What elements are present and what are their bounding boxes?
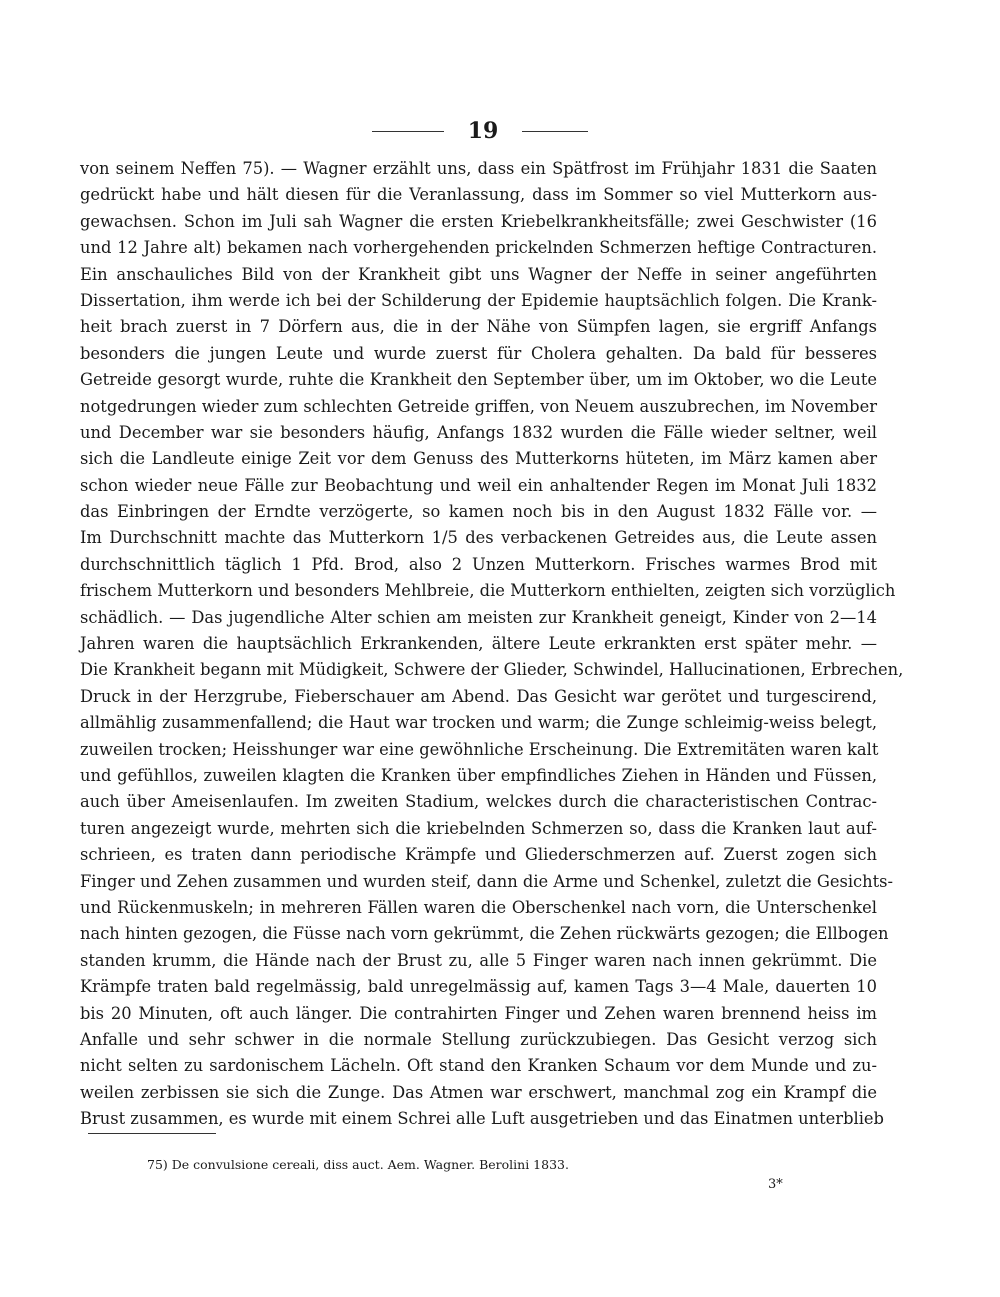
body-text (80, 156, 904, 1132)
text-line: frischem Mutterkorn und besonders Mehlbreie, die Mutterkorn enthielten, zeigten sich vorzüglich (80, 581, 896, 601)
page-number: 19 (467, 118, 499, 144)
text-line: Krämpfe traten bald regelmässig, bald unregelmässig auf, kamen Tags 3—4 Male, dauerten 10 (80, 977, 877, 997)
text-line: standen krumm, die Hände nach der Brust zu, alle 5 Finger waren nach innen gekrümmt. Die (80, 950, 877, 970)
text-line: Dissertation, ihm werde ich bei der Schilderung der Epidemie hauptsächlich folgen. Die Krank- (80, 290, 877, 310)
text-line: allmählig zusammenfallend; die Haut war trocken und warm; die Zunge schleimig-weiss belegt, (80, 713, 877, 733)
text-line: heit brach zuerst in 7 Dörfern aus, die in der Nähe von Sümpfen lagen, sie ergriff Anfangs (80, 317, 877, 337)
text-line: und gefühllos, zuweilen klagten die Kranken über empfindliches Ziehen in Händen und Füssen, (80, 765, 877, 785)
text-line: auch über Ameisenlaufen. Im zweiten Stadium, welckes durch die characteristischen Contrac- (80, 792, 877, 812)
text-line: Ein anschauliches Bild von der Krankheit gibt uns Wagner der Neffe in seiner angeführten (80, 264, 877, 284)
printer-signature: 3* (768, 1177, 783, 1192)
text-line: durchschnittlich täglich 1 Pfd. Brod, also 2 Unzen Mutterkorn. Frisches warmes Brod mit (80, 554, 877, 574)
page-header (0, 116, 1000, 146)
footnote-divider (88, 1133, 216, 1134)
text-line: von seinem Neffen 75). — Wagner erzählt uns, dass ein Spätfrost im Frühjahr 1831 die Saaten (80, 159, 877, 178)
footnote: 75) De convulsione cereali, diss auct. Aem. Wagner. Berolini 1833. (147, 1157, 569, 1172)
text-line: das Einbringen der Erndte verzögerte, so kamen noch bis in den August 1832 Fälle vor. — (80, 502, 877, 522)
text-line: nicht selten zu sardonischem Lächeln. Oft stand den Kranken Schaum vor dem Munde und zu- (80, 1056, 877, 1076)
text-line: sich die Landleute einige Zeit vor dem Genuss des Mutterkorns hüteten, im März kamen aber (80, 449, 877, 469)
text-line: und December war sie besonders häufig, Anfangs 1832 wurden die Fälle wieder seltner, weil (80, 422, 877, 442)
text-line: nach hinten gezogen, die Füsse nach vorn gekrümmt, die Zehen rückwärts gezogen; die Ellbogen (80, 924, 889, 944)
text-line: schrieen, es traten dann periodische Krämpfe und Gliederschmerzen auf. Zuerst zogen sich (80, 845, 877, 865)
text-line: schädlich. — Das jugendliche Alter schien am meisten zur Krankheit geneigt, Kinder von 2—14 (80, 607, 877, 627)
text-line: und Rückenmuskeln; in mehreren Fällen waren die Oberschenkel nach vorn, die Unterschenkel (80, 897, 877, 917)
text-line: Jahren waren die hauptsächlich Erkrankenden, ältere Leute erkrankten erst später mehr. — (80, 634, 877, 654)
text-line: weilen zerbissen sie sich die Zunge. Das Atmen war erschwert, manchmal zog ein Krampf die (80, 1082, 877, 1102)
text-line: Die Krankheit begann mit Müdigkeit, Schwere der Glieder, Schwindel, Hallucinationen, Erbrechen, (80, 660, 904, 680)
text-line: gewachsen. Schon im Juli sah Wagner die ersten Kriebelkrankheitsfälle; zwei Geschwister (16 (80, 211, 877, 231)
text-line: Finger und Zehen zusammen und wurden steif, dann die Arme und Schenkel, zuletzt die Gesichts- (80, 871, 894, 891)
text-line: turen angezeigt wurde, mehrten sich die kriebelnden Schmerzen so, dass die Kranken laut auf- (80, 818, 877, 838)
header-dash-right (522, 131, 588, 132)
text-line: zuweilen trocken; Heisshunger war eine gewöhnliche Erscheinung. Die Extremitäten waren kalt (80, 739, 879, 759)
text-line: Anfalle und sehr schwer in die normale Stellung zurückzubiegen. Das Gesicht verzog sich (80, 1029, 877, 1049)
text-line: und 12 Jahre alt) bekamen nach vorhergehenden prickelnden Schmerzen heftige Contracturen. (80, 238, 877, 258)
text-line: Getreide gesorgt wurde, ruhte die Krankheit den September über, um im Oktober, wo die Leute (80, 370, 877, 390)
text-line: notgedrungen wieder zum schlechten Getreide griffen, von Neuem auszubrechen, im November (80, 396, 877, 416)
text-line: schon wieder neue Fälle zur Beobachtung und weil ein anhaltender Regen im Monat Juli 1832 (80, 475, 877, 495)
text-line: gedrückt habe und hält diesen für die Veranlassung, dass im Sommer so viel Mutterkorn aus- (80, 185, 877, 205)
text-line: Druck in der Herzgrube, Fieberschauer am Abend. Das Gesicht war gerötet und turgescirend, (80, 686, 877, 706)
text-line: Im Durchschnitt machte das Mutterkorn 1/5 des verbackenen Getreides aus, die Leute assen (80, 528, 877, 548)
text-line: bis 20 Minuten, oft auch länger. Die contrahirten Finger und Zehen waren brennend heiss im (80, 1003, 877, 1023)
text-line: Brust zusammen, es wurde mit einem Schrei alle Luft ausgetrieben und das Einatmen unterblieb (80, 1109, 884, 1129)
header-dash-left (372, 131, 444, 132)
text-line: besonders die jungen Leute und wurde zuerst für Cholera gehalten. Da bald für besseres (80, 343, 877, 363)
